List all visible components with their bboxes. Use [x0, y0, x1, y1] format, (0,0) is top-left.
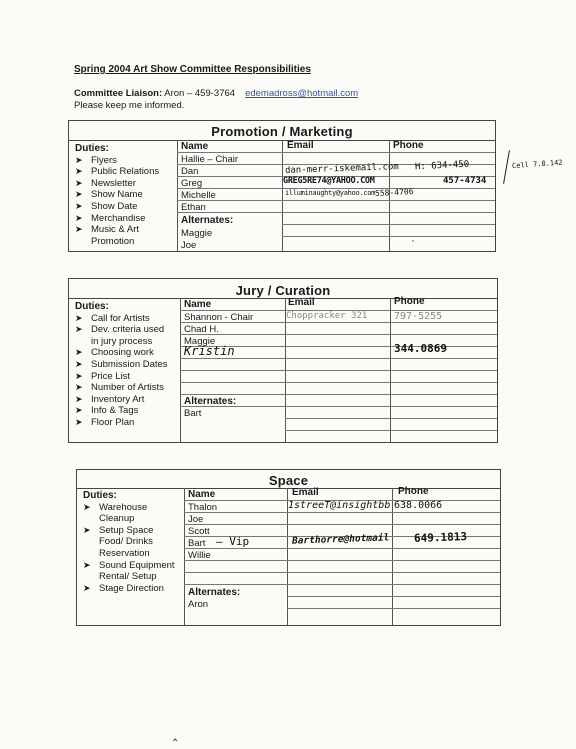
member-name: Greg — [181, 178, 203, 189]
alternate-name: Bart — [184, 408, 202, 419]
alternates-heading: Alternates: — [188, 587, 241, 598]
alternate-name: Maggie — [181, 228, 213, 239]
member-name: Shannon - Chair — [184, 312, 254, 323]
duty-item: Setup Space — [99, 524, 154, 536]
duty-item: Merchandise — [91, 212, 146, 224]
email-header: Email — [287, 140, 314, 151]
member-name: Dan — [181, 166, 199, 177]
duty-item: Dev. criteria used — [91, 324, 165, 336]
handwritten-phone: H: 634-450 — [414, 159, 470, 173]
alternate-name: Aron — [188, 599, 209, 610]
handwritten-divider — [503, 150, 510, 184]
handwritten-email: dan-merr-iskemail.com — [284, 162, 399, 176]
handwritten-phone: 649.1813 — [413, 530, 468, 545]
promotion-contact-table — [177, 140, 495, 251]
promotion-title: Promotion / Marketing — [211, 124, 353, 139]
promotion-section — [68, 120, 496, 252]
duties-heading: Duties: — [75, 143, 109, 154]
duties-heading: Duties: — [75, 301, 109, 312]
handwritten-email: Choppracker 321 — [286, 311, 368, 321]
handwritten-name: Kristin — [184, 344, 235, 358]
duty-item: Music & Art — [91, 224, 140, 236]
space-duties-list: Duties: ➤ Warehouse Cleanup ➤ Setup Space Food/ Drinks Reservation ➤ Sound Equipment Rental/ Setup ➤ Stage Direction — [83, 490, 175, 594]
duty-item: Warehouse — [99, 501, 148, 513]
handwritten-cell-note: Cell 7.8.142 — [511, 158, 563, 171]
duty-item: Public Relations — [91, 166, 160, 178]
handwritten-email: Barthorre@hotmail — [291, 532, 390, 547]
handwritten-note: – Vip — [216, 535, 250, 548]
email-header: Email — [292, 487, 319, 498]
duty-item: Promotion — [91, 235, 135, 247]
duty-item: Submission Dates — [91, 358, 168, 370]
committee-liaison — [74, 88, 358, 112]
space-title: Space — [268, 473, 309, 488]
alternate-name: Joe — [181, 240, 197, 251]
duty-item: Newsletter — [91, 177, 136, 189]
liaison-note: Please keep me informed. — [74, 100, 185, 111]
alternates-heading: Alternates: — [181, 215, 234, 226]
duty-item: Cleanup — [99, 513, 135, 525]
pencil-dot — [412, 240, 414, 242]
member-name: Maggie — [184, 336, 216, 347]
liaison-email-link[interactable]: edemadross@hotmail.com — [245, 88, 359, 99]
duty-item: Info & Tags — [91, 405, 139, 417]
stray-mark: ⌃ — [171, 738, 180, 749]
member-name: Willie — [188, 550, 211, 561]
handwritten-phone: 558-4706 — [374, 186, 414, 199]
jury-section — [68, 278, 498, 443]
name-header: Name — [184, 299, 212, 310]
duty-item: Inventory Art — [91, 393, 145, 405]
name-header: Name — [181, 141, 209, 152]
duty-item: Call for Artists — [91, 312, 150, 324]
member-name: Ethan — [181, 202, 206, 213]
duty-item: Sound Equipment — [99, 559, 175, 571]
phone-header: Phone — [398, 486, 429, 497]
duty-item: Floor Plan — [91, 416, 135, 428]
duty-item: Reservation — [99, 547, 150, 559]
handwritten-phone: 344.0869 — [394, 342, 447, 355]
duty-item: in jury process — [91, 335, 153, 347]
alternates-heading: Alternates: — [184, 396, 237, 407]
duty-item: Choosing work — [91, 347, 154, 359]
handwritten-email: illuminaughty@yahoo.com — [285, 189, 376, 197]
handwritten-phone: 457-4734 — [443, 176, 487, 186]
duty-item: Show Name — [91, 189, 143, 201]
email-header: Email — [288, 297, 315, 308]
duty-item: Rental/ Setup — [99, 571, 157, 583]
space-contact-table — [184, 488, 500, 625]
jury-contact-table — [180, 298, 497, 442]
promotion-duties-list: Duties: ➤ Flyers ➤ Public Relations ➤ Newsletter ➤ Show Name ➤ Show Date ➤ Merchandise ➤ Music & Art Promotion — [75, 143, 160, 247]
name-header: Name — [188, 489, 216, 500]
duty-item: Number of Artists — [91, 382, 164, 394]
handwritten-phone: 797-5255 — [394, 311, 443, 322]
phone-header: Phone — [394, 296, 425, 307]
jury-title: Jury / Curation — [235, 283, 331, 298]
handwritten-phone: 638.0066 — [394, 500, 443, 511]
duty-item: Show Date — [91, 200, 138, 212]
duties-heading: Duties: — [83, 490, 117, 501]
member-name: Thalon — [188, 502, 218, 513]
handwritten-email: GREG5RE74@YAHOO.COM — [283, 176, 375, 186]
space-section — [76, 469, 501, 626]
member-name: Hallie – Chair — [181, 154, 239, 165]
duty-item: Flyers — [91, 154, 117, 166]
jury-duties-list: Duties: ➤ Call for Artists ➤ Dev. criteria used in jury process ➤ Choosing work ➤ Submission Dates ➤ Price List ➤ Number of Artists ➤ Inventory Art ➤ Info & Tags ➤ Floor Plan — [75, 301, 168, 428]
member-name: Scott — [188, 526, 210, 537]
member-name: Chad H. — [184, 324, 219, 335]
liaison-label: Committee Liaison: — [74, 88, 163, 99]
duty-item: Stage Direction — [99, 582, 164, 594]
duty-item: Price List — [91, 370, 131, 382]
member-name: Bart — [188, 538, 206, 549]
duty-item: Food/ Drinks — [99, 536, 153, 548]
liaison-contact: Aron – 459-3764 — [162, 88, 236, 99]
document-title: Spring 2004 Art Show Committee Responsibilities — [74, 64, 311, 75]
handwritten-email: 1streeT@insightbb — [288, 500, 391, 511]
member-name: Joe — [188, 514, 204, 525]
member-name: Michelle — [181, 190, 216, 201]
phone-header: Phone — [393, 140, 424, 151]
